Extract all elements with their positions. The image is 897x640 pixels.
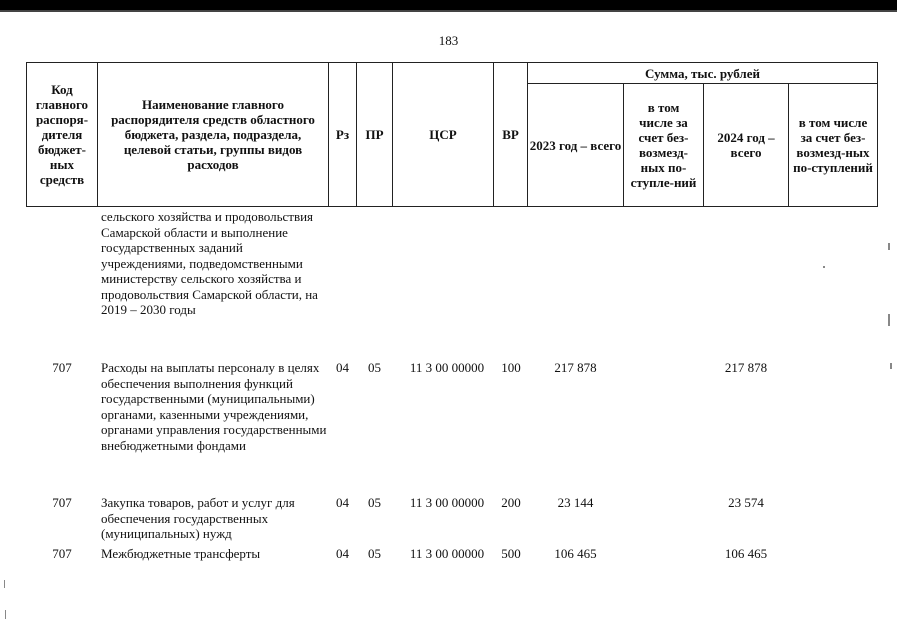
- row-2023-total: 23 144: [557, 495, 594, 510]
- header-2024-free: в том числе за счет без-возмезд-ных по-ступлений: [788, 83, 878, 207]
- row-pr: 05: [368, 495, 381, 510]
- row-pr: 05: [368, 360, 381, 375]
- row-csr: 11 3 00 00000: [409, 360, 485, 375]
- scan-top-border-shadow: [0, 10, 897, 12]
- continuation-text: сельского хозяйства и продовольствия Самарской области и выполнение государственных заданий учреждениями, подведомственными министерству сельского хозяйства и продовольствия Самарской области, на 2019 – 2030 годы: [101, 209, 318, 317]
- row-rz: 04: [336, 495, 349, 510]
- scan-speck: [888, 243, 890, 250]
- header-vr: ВР: [493, 62, 528, 207]
- row-2024-total: 217 878: [724, 360, 768, 375]
- row-rz: 04: [336, 546, 349, 561]
- header-rz: Рз: [328, 62, 357, 207]
- row-pr: 05: [368, 546, 381, 561]
- scan-speck: [890, 363, 892, 369]
- row-vr: 100: [501, 360, 521, 375]
- header-csr: ЦСР: [392, 62, 494, 207]
- row-name: Межбюджетные трансферты: [101, 546, 261, 561]
- row-name: Расходы на выплаты персоналу в целях обеспечения выполнения функций государственными (муниципальными) органами, казенными учреждениями, органами управления государственными внебюджетными фондами: [101, 360, 327, 453]
- header-sum: Сумма, тыс. рублей: [527, 62, 878, 84]
- scan-speck: [888, 314, 890, 326]
- row-vr: 500: [501, 546, 521, 561]
- scan-top-border: [0, 0, 897, 10]
- header-code: Код главного распоря-дителя бюджет-ных средств: [26, 62, 98, 207]
- row-2023-total: 106 465: [554, 546, 597, 561]
- row-code: 707: [52, 546, 72, 561]
- row-code: 707: [52, 360, 72, 375]
- row-vr: 200: [501, 495, 521, 510]
- row-2024-total: 106 465: [724, 546, 768, 561]
- row-2024-total: 23 574: [728, 495, 764, 510]
- row-name: Закупка товаров, работ и услуг для обеспечения государственных (муниципальных) нужд: [101, 495, 295, 541]
- header-2023-free: в том числе за счет без-возмезд-ных по-ступле-ний: [623, 83, 704, 207]
- row-code: 707: [52, 495, 72, 510]
- header-2023-total: 2023 год – всего: [527, 83, 624, 207]
- row-csr: 11 3 00 00000: [409, 495, 485, 510]
- header-name: Наименование главного распорядителя средств областного бюджета, раздела, подраздела, целевой статьи, группы видов расходов: [97, 62, 329, 207]
- header-pr: ПР: [356, 62, 393, 207]
- scan-speck: [5, 610, 6, 619]
- page-number: 183: [438, 33, 459, 48]
- scan-speck: [4, 580, 5, 588]
- row-2023-total: 217 878: [554, 360, 597, 375]
- scan-speck: [823, 266, 825, 268]
- header-2024-total: 2024 год – всего: [703, 83, 789, 207]
- row-csr: 11 3 00 00000: [409, 546, 485, 561]
- row-rz: 04: [336, 360, 349, 375]
